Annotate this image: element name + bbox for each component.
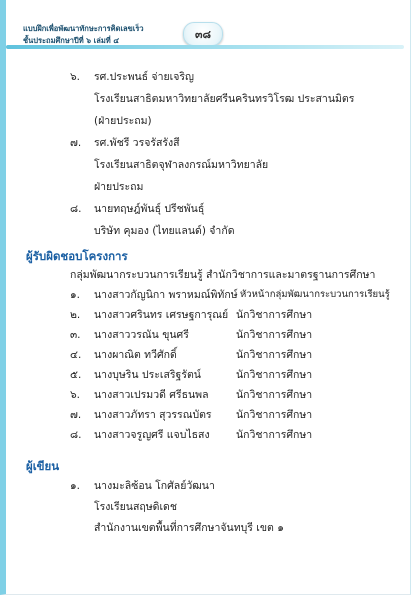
advisor-number: ๖. — [70, 71, 81, 83]
member-name: นางสาวเปรมวดี ศรีธนพล — [94, 389, 209, 401]
advisor-name: นายทฤษฎ์พันธุ์ ปรีชพันธุ์ — [94, 203, 205, 215]
section-heading-writer: ผู้เขียน — [26, 459, 60, 473]
section-heading-project: ผู้รับผิดชอบโครงการ — [26, 249, 128, 263]
member-name: นางสาววรณัน ขุนศรี — [94, 329, 189, 341]
member-number: ๕. — [70, 369, 82, 381]
member-name: นางบุษริน ประเสริฐรัตน์ — [94, 369, 201, 381]
advisor-name: รศ.ประพนธ์ จ่ายเจริญ — [94, 71, 194, 83]
member-number: ๖. — [70, 389, 81, 401]
writer-name: นางมะลิซ้อน โกศัลย์วัฒนา — [94, 480, 215, 492]
member-role: นักวิชาการศึกษา — [236, 409, 313, 421]
writer-detail: โรงเรียนสฤษดิเดช — [94, 501, 178, 513]
advisor-detail: บริษัท คุมอง (ไทยแลนด์) จำกัด — [94, 225, 235, 237]
member-number: ๔. — [70, 349, 82, 361]
advisor-detail: โรงเรียนสาธิตจุฬาลงกรณ์มหาวิทยาลัย — [94, 159, 269, 171]
member-number: ๘. — [70, 429, 82, 441]
member-role: นักวิชาการศึกษา — [236, 329, 313, 341]
advisor-detail: โรงเรียนสาธิตมหาวิทยาลัยศรีนครินทรวิโรฒ ประสานมิตร — [94, 93, 355, 105]
project-intro: กลุ่มพัฒนากระบวนการเรียนรู้ สำนักวิชาการและมาตรฐานการศึกษา — [70, 269, 376, 281]
member-name: นางสาวภัทรา สุวรรณบัตร — [94, 409, 212, 421]
member-number: ๗. — [70, 409, 82, 421]
member-name: นางสาวกัญนิกา พราหมณ์พิทักษ์ — [94, 289, 238, 301]
book-subtitle: ชั้นประถมศึกษาปีที่ ๖ เล่มที่ ๔ — [23, 36, 119, 45]
advisor-detail: (ฝ่ายประถม) — [94, 115, 152, 127]
page-number-badge: ๓๘ — [183, 22, 223, 46]
member-name: นางสาวจรูญศรี แจบไธสง — [94, 429, 210, 441]
member-role: นักวิชาการศึกษา — [236, 389, 313, 401]
writer-detail: สำนักงานเขตพื้นที่การศึกษาจันทบุรี เขต ๑ — [94, 522, 284, 534]
advisor-detail: ฝ่ายประถม — [94, 181, 144, 193]
page-header — [0, 0, 411, 54]
member-name: นางสาวศรินทร เศรษฐการุณย์ — [94, 309, 229, 321]
advisor-number: ๗. — [70, 137, 82, 149]
member-role: นักวิชาการศึกษา — [236, 309, 313, 321]
book-title: แบบฝึกเพื่อพัฒนาทักษะการคิดเลขเร็ว — [23, 24, 144, 33]
member-name: นางผาณิต ทวีศักดิ์ — [94, 349, 177, 361]
writer-number: ๑. — [70, 480, 81, 492]
advisor-name: รศ.พัชรี วรจรัสรังสี — [94, 137, 180, 149]
member-role: หัวหน้ากลุ่มพัฒนากระบวนการเรียนรู้ — [240, 289, 390, 300]
advisor-number: ๘. — [70, 203, 82, 215]
member-number: ๑. — [70, 289, 81, 301]
header-band — [6, 45, 404, 49]
member-number: ๒. — [70, 309, 81, 321]
member-role: นักวิชาการศึกษา — [236, 369, 313, 381]
member-number: ๓. — [70, 329, 81, 341]
member-role: นักวิชาการศึกษา — [236, 429, 313, 441]
member-role: นักวิชาการศึกษา — [236, 349, 313, 361]
